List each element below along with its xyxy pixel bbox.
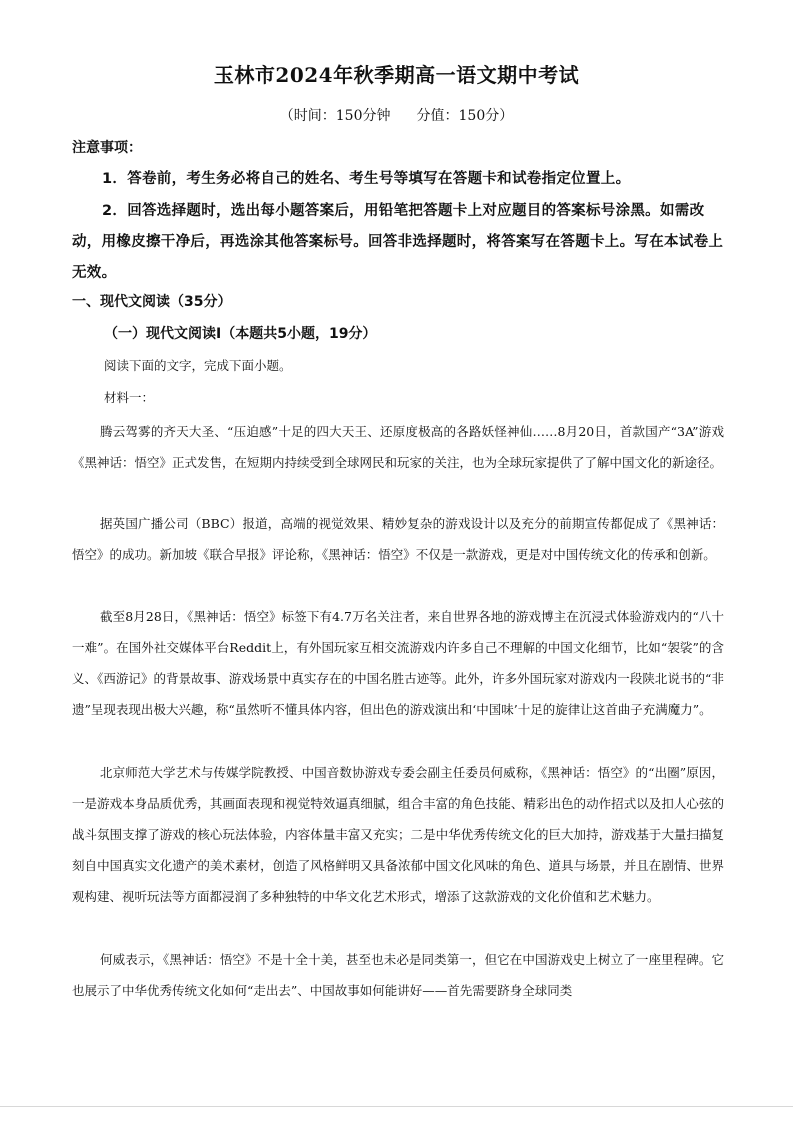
- exam-title: 玉林市2024年秋季期高一语文期中考试: [213, 63, 580, 87]
- section-heading: 一、现代文阅读（35分）: [72, 294, 232, 310]
- article-paragraph-3: 截至8月28日，《黑神话：悟空》标签下有4.7万名关注者，来自世界各地的游戏博主在沉浸式体验游戏内的“八十一难”。在国外社交媒体平台Reddit上，有外国玩家互相交流游戏内许多自己不理解的中国文化细节，比如“袈裟”的含义、《西游记》的背景故事、游戏场景中真实存在的中国名胜古迹等。此外，许多外国玩家对游戏内一段陕北说书的“非遗”呈现表现出极大兴趣，称“虽然听不懂具体内容，但出色的游戏演出和‘中国味’十足的旋律让这首曲子充满魔力”。: [72, 609, 724, 717]
- notes-heading: 注意事项：: [72, 140, 142, 156]
- reading-instruction: 阅读下面的文字，完成下面小题。: [104, 358, 292, 373]
- subsection-heading: （一）现代文阅读Ⅰ（本题共5小题，19分）: [104, 326, 377, 342]
- exam-time: （时间：150分钟: [279, 108, 391, 124]
- note-item-2: 2．回答选择题时，选出每小题答案后，用铅笔把答题卡上对应题目的答案标号涂黑。如需改动，用橡皮擦干净后，再选涂其他答案标号。回答非选择题时，将答案写在答题卡上。写在本试卷上无效。: [72, 203, 724, 281]
- exam-score: 分值：150分）: [416, 108, 514, 124]
- exam-subtitle: [0, 104, 793, 128]
- article-paragraph-1: 腾云驾雾的齐天大圣、“压迫感”十足的四大天王、还原度极高的各路妖怪神仙……8月20日，首款国产“3A”游戏《黑神话：悟空》正式发售，在短期内持续受到全球网民和玩家的关注，也为全球玩家提供了了解中国文化的新途径。: [72, 424, 724, 470]
- note-item-1: 1．答卷前，考生务必将自己的姓名、考生号等填写在答题卡和试卷指定位置上。: [102, 171, 631, 187]
- page-bottom-divider: [0, 1106, 793, 1107]
- material-label: 材料一：: [104, 390, 155, 405]
- article-paragraph-4: 北京师范大学艺术与传媒学院教授、中国音数协游戏专委会副主任委员何威称，《黑神话：悟空》的“出圈”原因，一是游戏本身品质优秀，其画面表现和视觉特效逼真细腻，组合丰富的角色技能、精彩出色的动作招式以及扣人心弦的战斗氛围支撑了游戏的核心玩法体验，内容体量丰富又充实；二是中华优秀传统文化的巨大加持，游戏基于大量扫描复刻自中国真实文化遗产的美术素材，创造了风格鲜明又具备浓郁中国文化风味的角色、道具与场景，并且在剧情、世界观构建、视听玩法等方面都浸润了多种独特的中华文化艺术形式，增添了这款游戏的文化价值和艺术魅力。: [72, 765, 724, 904]
- article-paragraph-2: 据英国广播公司（BBC）报道，高端的视觉效果、精妙复杂的游戏设计以及充分的前期宣传都促成了《黑神话：悟空》的成功。新加坡《联合早报》评论称，《黑神话：悟空》不仅是一款游戏，更是对中国传统文化的传承和创新。: [72, 516, 724, 562]
- article-paragraph-5: 何威表示，《黑神话：悟空》不是十全十美，甚至也未必是同类第一，但它在中国游戏史上树立了一座里程碑。它也展示了中华优秀传统文化如何“走出去”、中国故事如何能讲好——首先需要跻身全球同类: [72, 952, 724, 998]
